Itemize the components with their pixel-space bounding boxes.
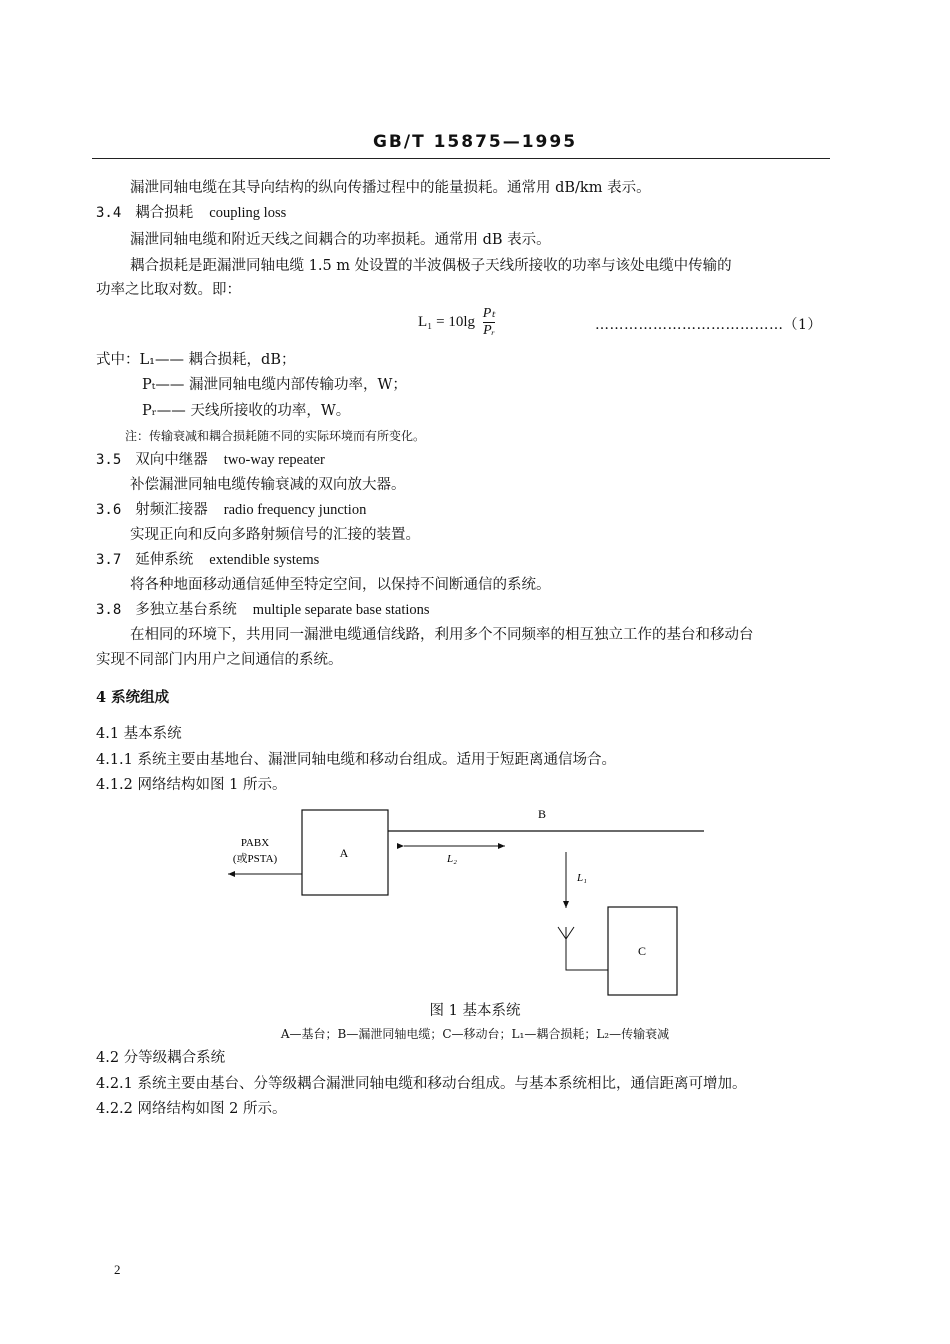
section-3-8-desc-1: 在相同的环境下，共用同一漏泄电缆通信线路，利用多个不同频率的相互独立工作的基台和移动台 xyxy=(130,627,754,643)
section-4-1-2: 4.1.2 网络结构如图 1 所示。 xyxy=(96,777,287,793)
section-3-8 xyxy=(96,600,430,620)
section-english-title: radio frequency junction xyxy=(223,502,367,518)
section-4-2-1: 4.2.1 系统主要由基台、分等级耦合漏泄同轴电缆和移动台组成。与基本系统相比，通信距离可增加。 xyxy=(96,1076,747,1092)
paragraph-energy-loss: 漏泄同轴电缆在其导向结构的纵向传播过程中的能量损耗。通常用 dB/km 表示。 xyxy=(130,180,651,196)
section-3-5-desc: 补偿漏泄同轴电缆传输衰减的双向放大器。 xyxy=(130,477,406,493)
section-4-heading: 4 系统组成 xyxy=(96,689,170,706)
section-4-2-2: 4.2.2 网络结构如图 2 所示。 xyxy=(96,1101,287,1117)
label-a: A xyxy=(339,846,349,860)
section-number: 3.8 xyxy=(96,602,122,618)
label-c: C xyxy=(637,944,647,958)
where-l1: 式中：L₁—— 耦合损耗，dB； xyxy=(96,352,296,368)
section-title: 耦合损耗 xyxy=(135,205,194,221)
section-english-title: coupling loss xyxy=(209,205,287,221)
section-4-1: 4.1 基本系统 xyxy=(96,726,182,742)
section-3-7-desc: 将各种地面移动通信延伸至特定空间，以保持不间断通信的系统。 xyxy=(130,577,551,593)
section-english-title: extendible systems xyxy=(209,552,320,568)
standard-header: GB/T 15875—1995 xyxy=(372,132,578,152)
note: 注：传输衰减和耦合损耗随不同的实际环境而有所变化。 xyxy=(125,429,426,443)
equation-number: …………………………………（1） xyxy=(595,317,822,333)
section-3-4 xyxy=(96,203,286,223)
where-pt: Pₜ—— 漏泄同轴电缆内部传输功率，W； xyxy=(142,377,407,393)
section-number: 3.4 xyxy=(96,205,122,221)
figure-1-legend: A—基台；B—漏泄同轴电缆；C—移动台；L₁—耦合损耗；L₂—传输衰减 xyxy=(280,1027,670,1041)
formula-numerator: Pₜ xyxy=(482,306,496,321)
formula-fraction xyxy=(483,306,496,339)
section-number: 3.6 xyxy=(96,502,122,518)
section-4-2: 4.2 分等级耦合系统 xyxy=(96,1050,226,1066)
section-title: 射频汇接器 xyxy=(135,502,208,518)
antenna-icon xyxy=(558,927,608,970)
section-3-7 xyxy=(96,550,319,570)
section-title: 多独立基台系统 xyxy=(135,602,237,618)
header-rule xyxy=(92,158,830,159)
paragraph-coupling-measure: 耦合损耗是距漏泄同轴电缆 1.5 m 处设置的半波偶极子天线所接收的功率与该处电缆中传输的 xyxy=(130,258,732,274)
formula-coupling-loss xyxy=(418,306,495,339)
formula-denominator: Pᵣ xyxy=(483,323,496,338)
label-l2: L₂ xyxy=(447,853,457,865)
section-3-8-desc-2: 实现不同部门内用户之间通信的系统。 xyxy=(96,652,343,668)
where-pr: Pᵣ—— 天线所接收的功率，W。 xyxy=(142,403,351,419)
section-number: 3.5 xyxy=(96,452,122,468)
figure-1-caption: 图 1 基本系统 xyxy=(429,1003,521,1019)
section-english-title: two-way repeater xyxy=(223,452,325,468)
section-3-6 xyxy=(96,500,366,520)
label-pabx: PABX xyxy=(240,837,270,849)
figure-1-diagram xyxy=(0,795,950,1005)
formula-lhs: L₁ = 10lg xyxy=(418,313,476,330)
paragraph-coupling-measure-cont: 功率之比取对数。即： xyxy=(96,282,241,298)
paragraph-coupling-def: 漏泄同轴电缆和附近天线之间耦合的功率损耗。通常用 dB 表示。 xyxy=(130,232,551,248)
section-title: 延伸系统 xyxy=(135,552,194,568)
label-b: B xyxy=(537,807,547,821)
label-pstn: (或PSTA) xyxy=(232,853,278,865)
section-3-6-desc: 实现正向和反向多路射频信号的汇接的装置。 xyxy=(130,527,420,543)
section-english-title: multiple separate base stations xyxy=(252,602,430,618)
label-l1: L₁ xyxy=(577,872,587,884)
section-number: 3.7 xyxy=(96,552,122,568)
section-3-5 xyxy=(96,450,325,470)
section-title: 双向中继器 xyxy=(135,452,208,468)
section-4-1-1: 4.1.1 系统主要由基地台、漏泄同轴电缆和移动台组成。适用于短距离通信场合。 xyxy=(96,752,617,768)
page-number: 2 xyxy=(114,1262,121,1277)
